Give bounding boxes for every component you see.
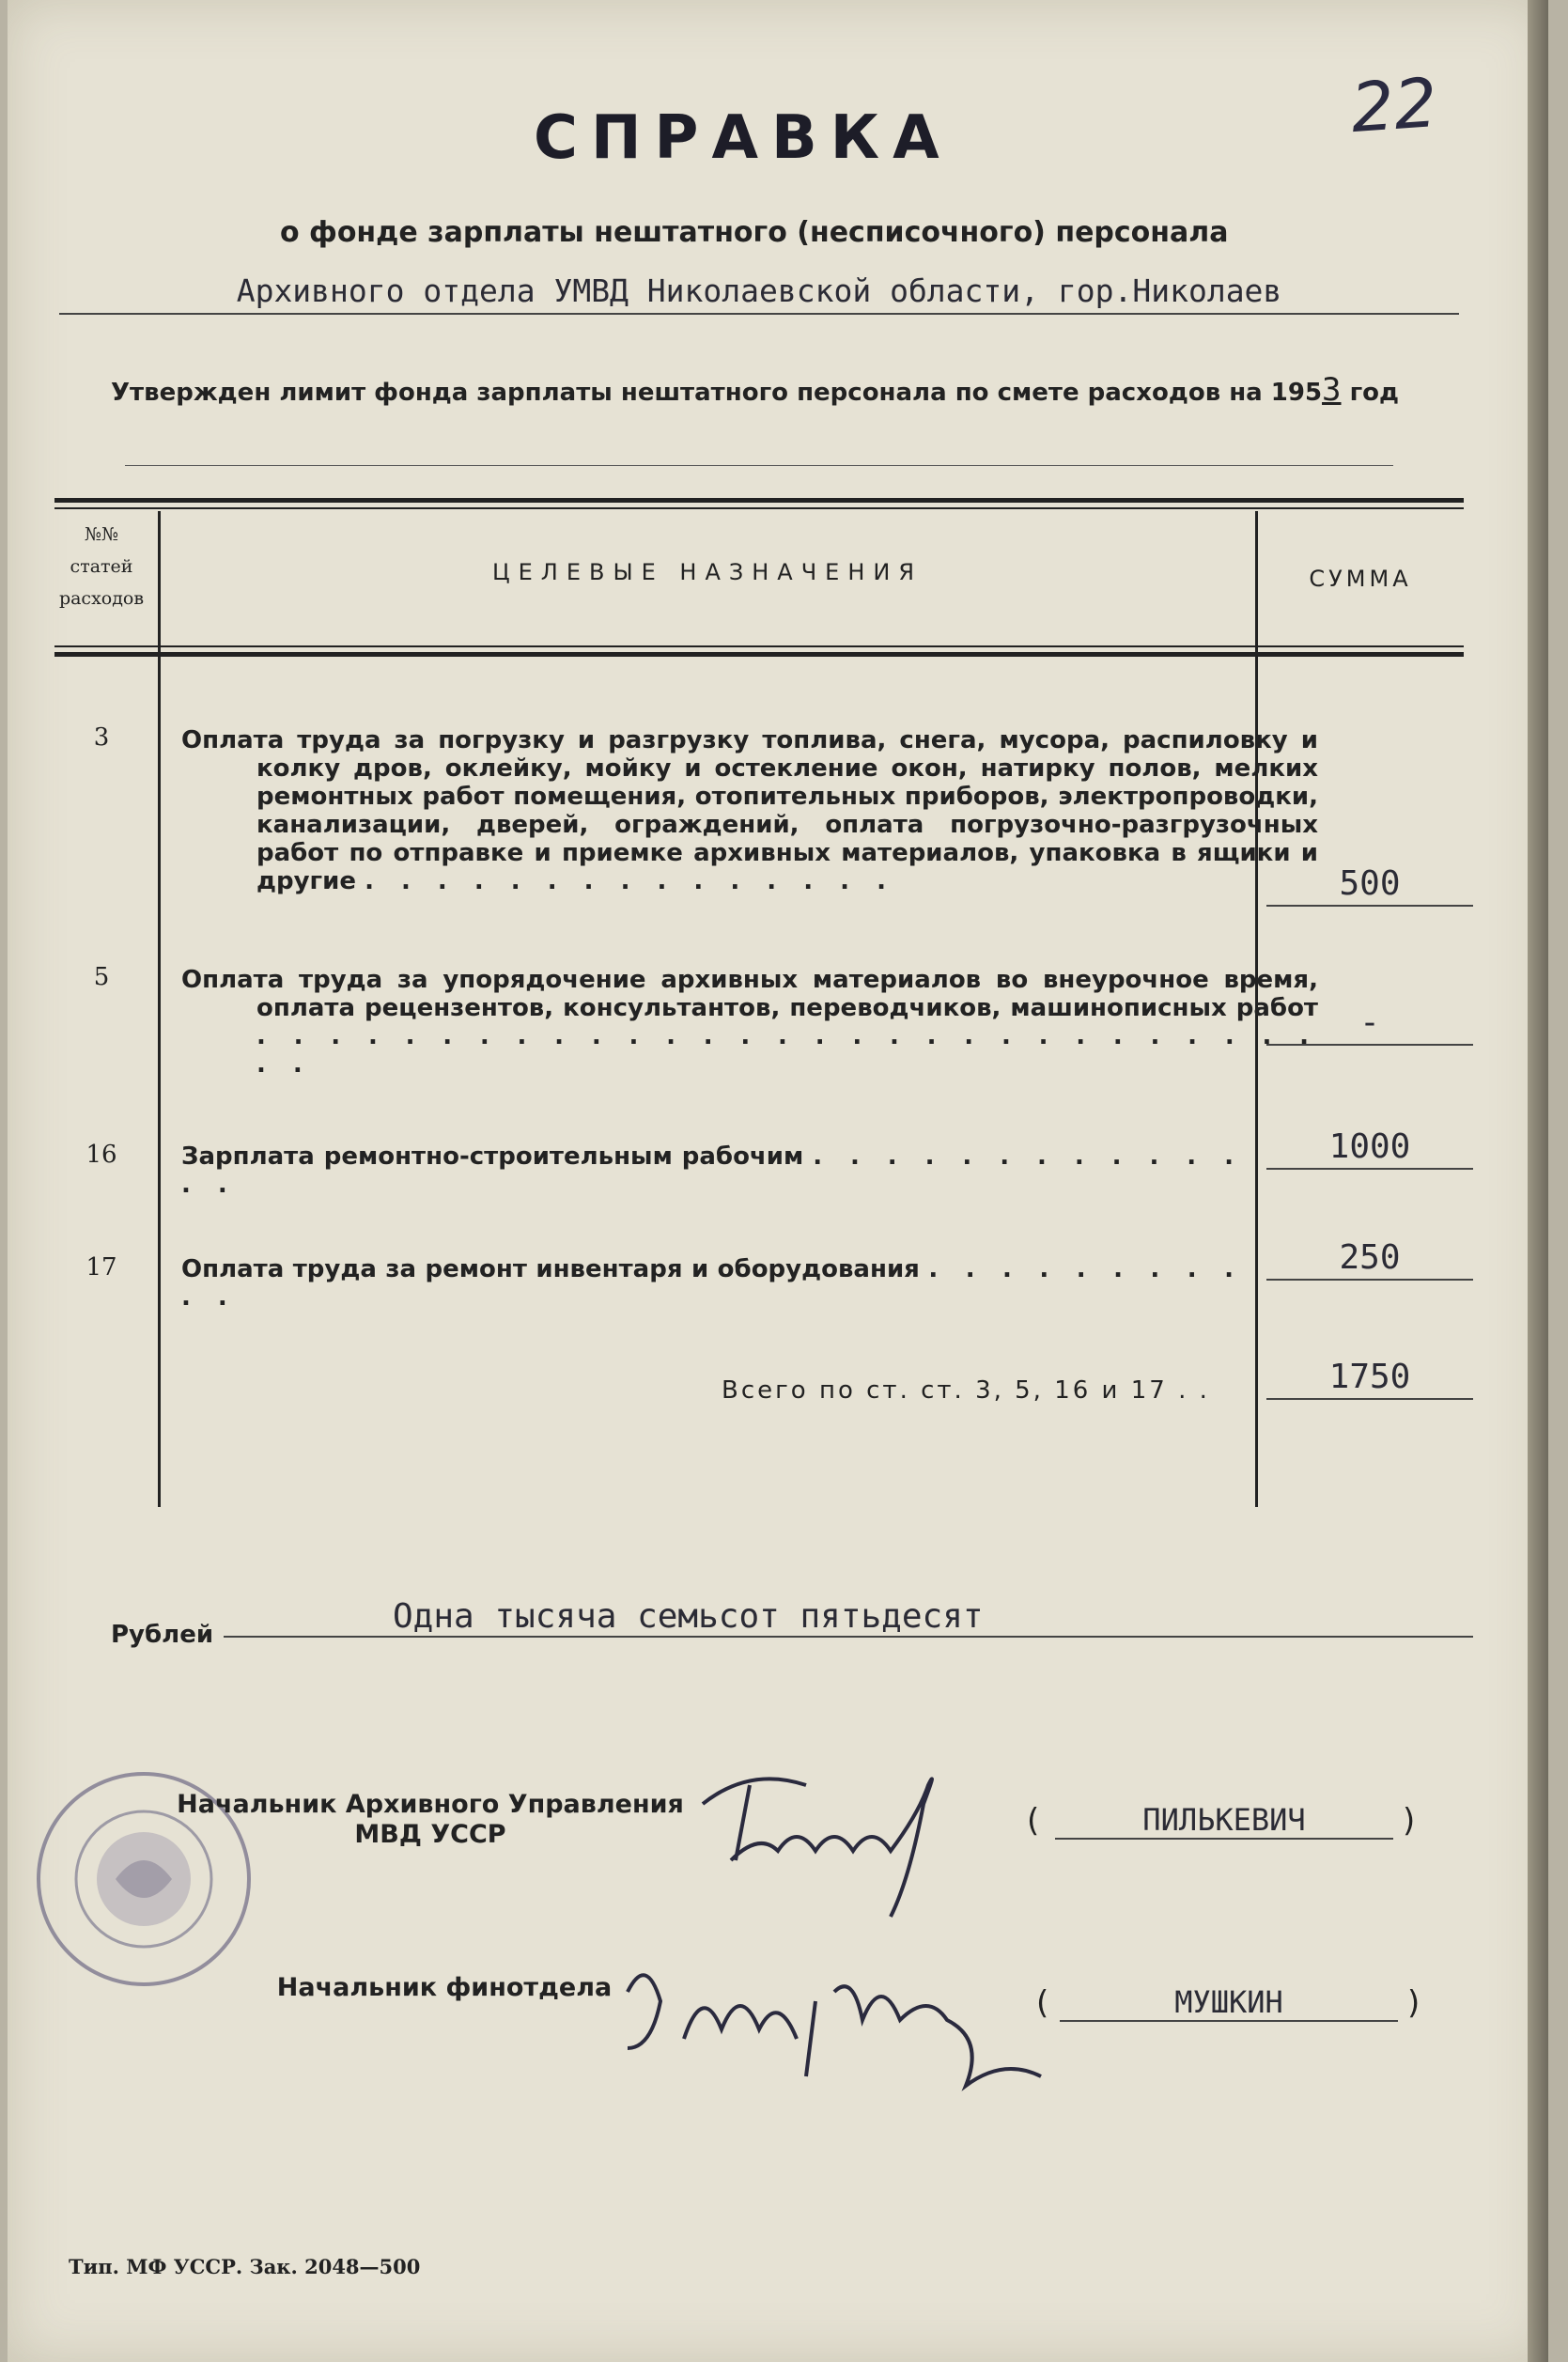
rubles-value: Одна тысяча семьсот пятьдесят <box>224 1597 1473 1638</box>
table-top-rule <box>54 498 1464 503</box>
paren-open: ( <box>1027 1802 1040 1840</box>
paren-open: ( <box>1036 1984 1049 2022</box>
organization-line: Архивного отдела УМВД Николаевской области, гор.Николаев <box>59 272 1459 315</box>
signature-2-name: МУШКИН <box>1060 1984 1398 2022</box>
limit-text: Утвержден лимит фонда зарплаты нештатного персонала по смете расходов на 195 <box>111 379 1323 407</box>
page-number: 22 <box>1348 62 1440 148</box>
rubles-label: Рублей <box>111 1621 214 1649</box>
row-text: Оплата труда за ремонт инвентаря и оборудования . . . . . . . . . . . <box>181 1255 1244 1312</box>
row-text: Оплата труда за погрузку и разгрузку топлива, снега, мусора, распиловку и колку дров, оклейку, мойку и остекление окон, натирку полов, мелких ремонтных работ помещения, отопительных приборов, электропроводки, канализации, дверей, ограждений, оплата погрузочно-разгрузочных работ по отправке и приемке архивных материалов, упаковка в ящики и другие . . . . . . . . . . . . . . . <box>181 726 1318 895</box>
row-number: 5 <box>93 963 110 991</box>
paren-close: ) <box>1403 1802 1416 1840</box>
limit-statement <box>111 371 1399 409</box>
row-number: 16 <box>85 1141 117 1169</box>
limit-year-digit: 3 <box>1322 371 1342 409</box>
total-amount: 1750 <box>1266 1358 1473 1400</box>
document-title: СПРАВКА <box>534 103 953 173</box>
row-text: Зарплата ремонтно-строительным рабочим . . . . . . . . . . . . . . <box>181 1142 1243 1199</box>
table-header-rule-thick <box>54 652 1464 657</box>
document-sheet <box>8 0 1548 2362</box>
document-subtitle: о фонде зарплаты нештатного (несписочного) персонала <box>280 216 1229 249</box>
row-amount: 500 <box>1266 864 1473 907</box>
signature-1-title: Начальник Архивного Управления МВД УССР <box>177 1790 684 1849</box>
signature-2-title: Начальник финотдела <box>276 1973 613 2002</box>
header-number-col: №№ статей расходов <box>58 524 145 609</box>
header-sum-col: СУММА <box>1309 566 1412 592</box>
table-col-divider-1 <box>158 511 161 1507</box>
row-number: 3 <box>93 723 110 752</box>
total-label: Всего по ст. ст. 3, 5, 16 и 17 . . <box>722 1376 1210 1405</box>
row-amount: 250 <box>1266 1238 1473 1281</box>
print-footer: Тип. МФ УССР. Зак. 2048—500 <box>69 2255 421 2278</box>
table-top-rule-thin <box>54 507 1464 509</box>
header-purpose-col: ЦЕЛЕВЫЕ НАЗНАЧЕНИЯ <box>491 559 924 585</box>
signature-1-name: ПИЛЬКЕВИЧ <box>1055 1802 1393 1840</box>
row-text: Оплата труда за упорядочение архивных материалов во внеурочное время, оплата рецензентов, консультантов, переводчиков, машинописных работ . . . . . . . . . . . . . . . . . . . . . . . . . . . . . . . <box>181 966 1318 1079</box>
signature-2-icon <box>609 1935 1060 2105</box>
blank-line <box>125 465 1393 466</box>
row-number: 17 <box>85 1253 117 1282</box>
page-edge <box>1528 0 1548 2362</box>
paren-close: ) <box>1407 1984 1421 2022</box>
row-amount: 1000 <box>1266 1127 1473 1170</box>
limit-suffix: год <box>1349 379 1400 407</box>
signature-1-icon <box>693 1748 1022 1926</box>
table-header-rule <box>54 645 1464 647</box>
row-amount: - <box>1266 1003 1473 1046</box>
